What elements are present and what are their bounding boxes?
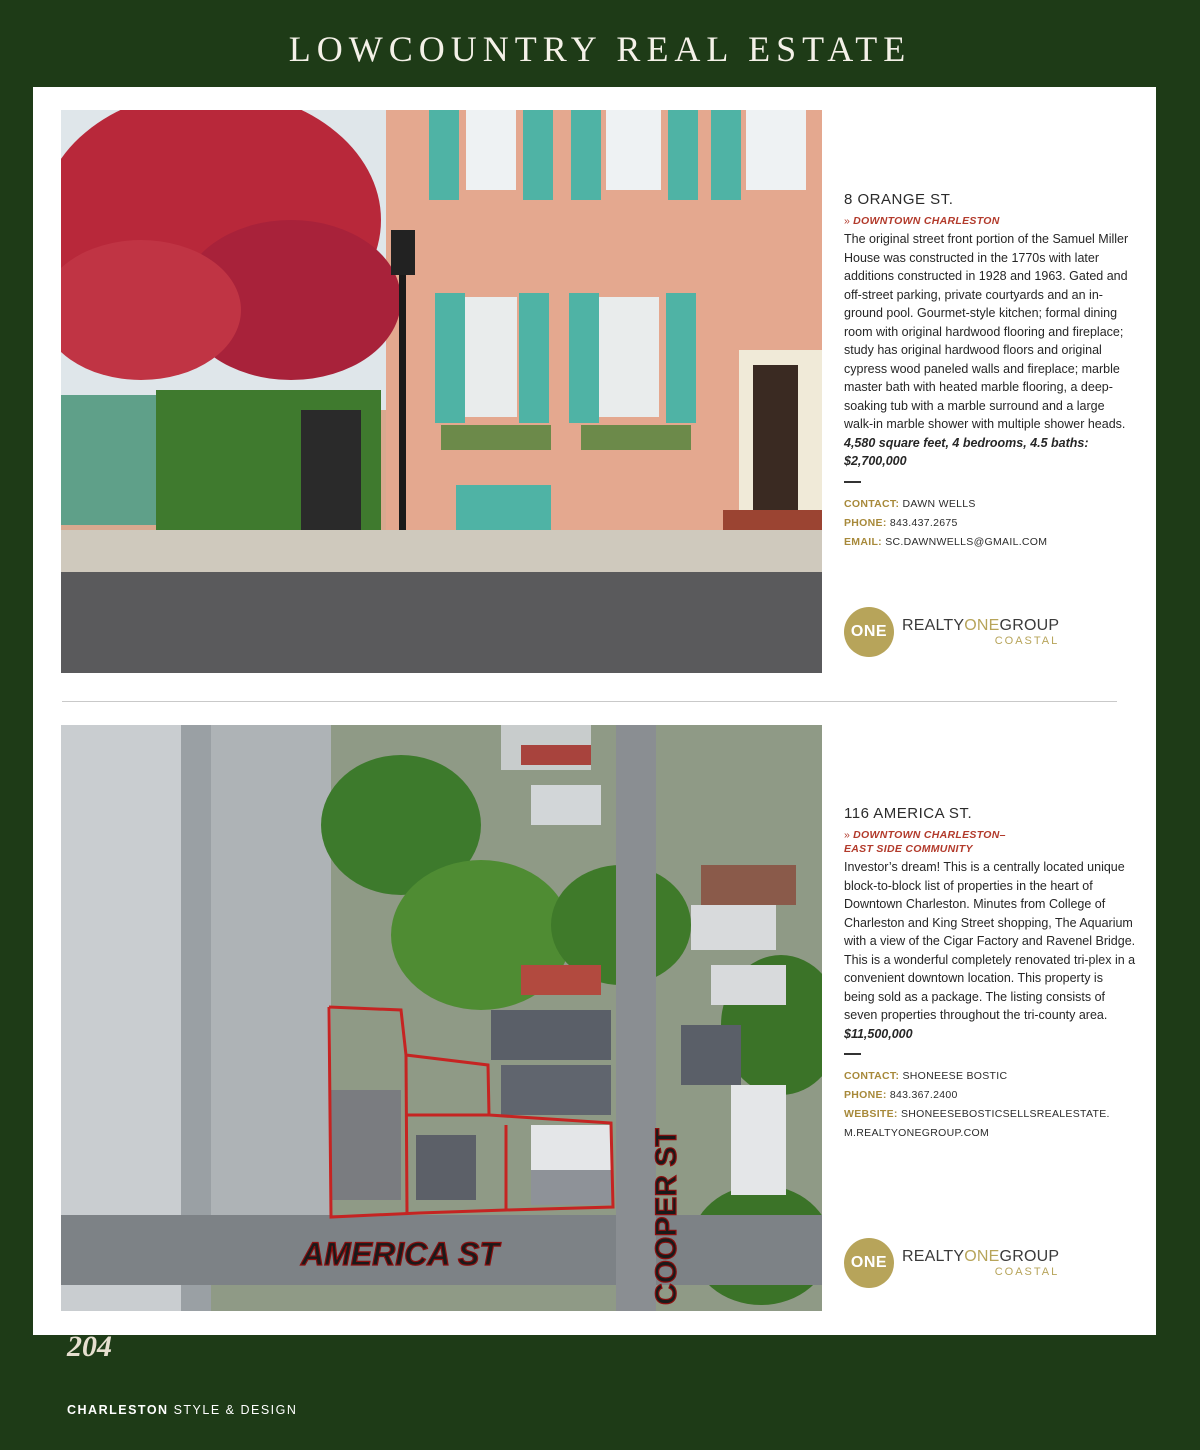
contact-row: CONTACT: SHONEESE BOSTIC xyxy=(844,1070,1008,1082)
map-label-cooper-st: COOPER ST xyxy=(650,1128,683,1305)
logo-badge: ONE xyxy=(844,607,894,657)
listing-details-orange-st xyxy=(844,191,1136,552)
listing-address: 116 AMERICA ST. xyxy=(844,805,973,822)
website-row: WEBSITE: SHONEESEBOSTICSELLSREALESTATE. M.REALTYONEGROUP.COM xyxy=(844,1108,1110,1139)
listing-aerial-photo-america-st xyxy=(61,725,822,1311)
listing-photo-orange-st xyxy=(61,110,822,673)
listing-description: The original street front portion of the Samuel Miller House was constructed in the 1770s with later additions constructed in 1928 and 1963. Gated and off-street parking, private courtyards and an in-ground pool. Gourmet-style kitchen; formal dining room with original hardwood flooring and fireplace; study has original hardwood floors and original cypress wood paneled walls and fireplace; marble master bath with heated marble flooring, a deep-soaking tub with a marble surround and a large walk-in marble shower with multiple shower heads. 4,580 square feet, 4 bedrooms, 4.5 baths: $2,700,000 xyxy=(844,232,1129,468)
listing-location: » DOWNTOWN CHARLESTON– EAST SIDE COMMUNITY xyxy=(844,829,1006,855)
listing-divider xyxy=(62,701,1117,702)
magazine-section-title: LOWCOUNTRY REAL ESTATE xyxy=(288,29,912,69)
short-divider xyxy=(844,481,861,483)
listing-address: 8 ORANGE ST. xyxy=(844,191,954,208)
realty-one-group-logo: ONE REALTYONEGROUP COASTAL xyxy=(844,607,1059,657)
contact-row: CONTACT: DAWN WELLS xyxy=(844,497,976,510)
listing-price: $2,700,000 xyxy=(844,454,907,468)
publication-name: CHARLESTON STYLE & DESIGN xyxy=(67,1403,298,1417)
realty-one-group-logo: ONE REALTYONEGROUP COASTAL xyxy=(844,1238,1059,1288)
short-divider xyxy=(844,1053,861,1055)
listing-price: $11,500,000 xyxy=(844,1026,913,1041)
chevron-icon: » xyxy=(844,215,851,227)
email-row: EMAIL: SC.DAWNWELLS@GMAIL.COM xyxy=(844,535,1048,548)
listing-details-america-st xyxy=(844,805,1136,1143)
map-label-america-st: AMERICA ST xyxy=(301,1236,499,1272)
chevron-icon: » xyxy=(844,829,851,841)
phone-row: PHONE: 843.437.2675 xyxy=(844,516,958,529)
phone-row: PHONE: 843.367.2400 xyxy=(844,1089,958,1101)
listing-description: Investor’s dream! This is a centrally located unique block-to-block list of properties in the heart of Downtown Charleston. Minutes from College of Charleston and King Street shopping, The Aquarium with a view of the Cigar Factory and Ravenel Bridge. This is a wonderful completely renovated tri-plex in a convenient downtown location. This property is being sold as a package. The listing consists of seven properties throughout the tri-county area. $11,500,000 xyxy=(844,860,1136,1041)
listing-stats: 4,580 square feet, 4 bedrooms, 4.5 baths: xyxy=(844,435,1089,450)
listing-location: » DOWNTOWN CHARLESTON xyxy=(844,215,1000,227)
logo-badge: ONE xyxy=(844,1238,894,1288)
page-number: 204 xyxy=(67,1330,112,1363)
